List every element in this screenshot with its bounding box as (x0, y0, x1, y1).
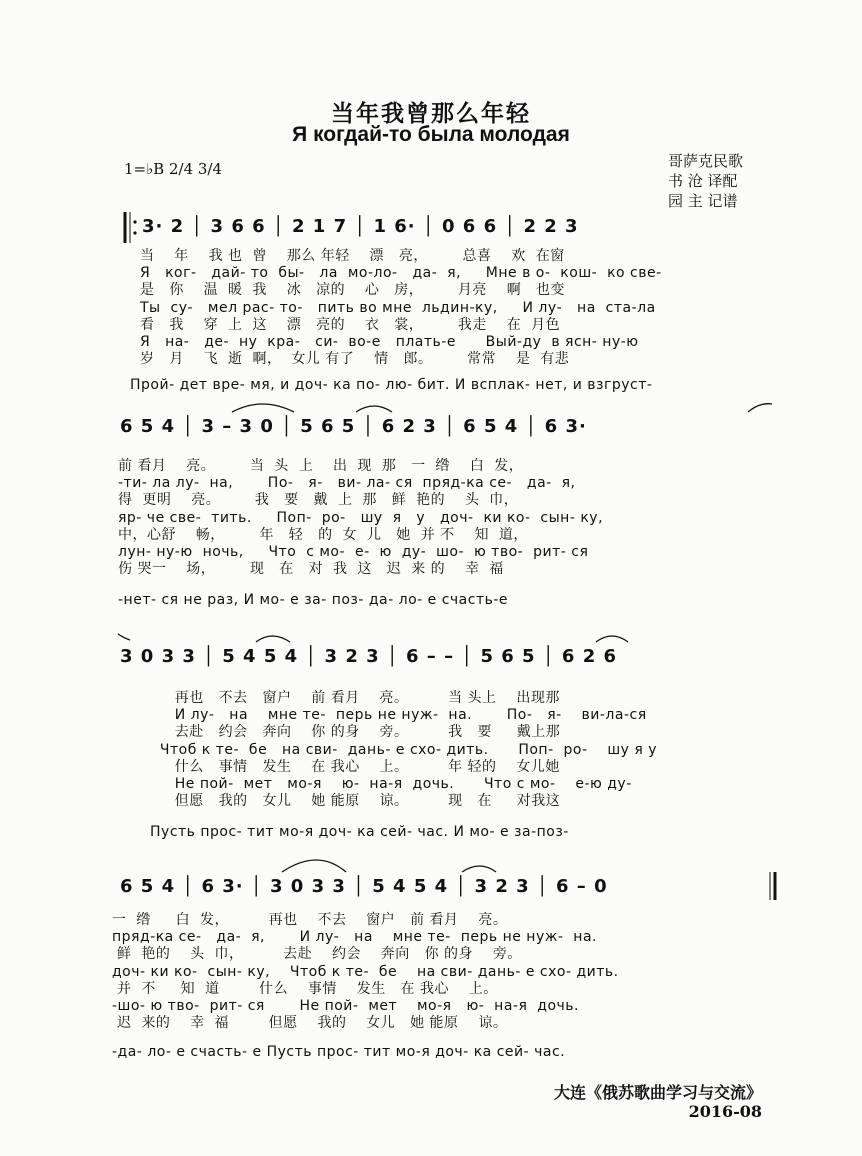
notes-line: 3 0 3 3 │ 5 4 5 4 │ 3 2 3 │ 6 – – │ 5 6 5 │ 6 2 6 (120, 646, 618, 667)
lyric-line: 但愿 我的 女儿 她 能原 谅。 现 在 对我这 (150, 793, 561, 810)
repeat-dot (133, 220, 136, 223)
lyric-line: 岁 月 飞 逝 啊， 女儿 有了 情 郎。 常常 是 有悲 (140, 351, 570, 368)
russian-lyric-line: Прой- дет вре- мя, и доч- ка по- лю- бит. И всплак- нет, и взгруст- (130, 377, 653, 393)
lyric-line: 再也 不去 窗户 前 看月 亮。 当 头上 出现那 (150, 690, 560, 706)
lyric-line: -ти- ла лу- на, По- я- ви- ла- ся пряд-ка се- да- я, (118, 475, 576, 492)
page-subtitle: Я когдай-то была молодая (292, 123, 570, 146)
slur (748, 404, 772, 412)
lyric-line: Ты су- мел рас- то- пить во мне льдин-ку, И лу- на ста-ла (140, 299, 656, 316)
slur (356, 406, 392, 412)
russian-lyric-line: -да- ло- е счасть- е Пусть прос- тит мо-я доч- ка сей- час. (112, 1044, 566, 1060)
notes-line: 6 5 4 │ 3 – 3 0 │ 5 6 5 │ 6 2 3 │ 6 5 4 │ 6 3· (120, 416, 587, 437)
lyric-line: И лу- на мне те- перь не нуж- на. По- я- ви-ла-ся (150, 707, 647, 724)
footer (0, 1083, 762, 1121)
slur (462, 866, 496, 872)
lyric-line: 一 绺 白 发， 再也 不去 窗户 前 看月 亮。 (112, 912, 508, 928)
notes-line: 6 5 4 │ 6 3· │ 3 0 3 3 │ 5 4 5 4 │ 3 2 3 │ 6 – 0 (120, 876, 608, 897)
lyric-line: Я ког- дай- то бы- ла мо-ло- да- я, Мне в о- кош- ко све- (140, 265, 662, 282)
lyric-line: Не пой- мет мо-я ю- на-я дочь. Что с мо- е-ю ду- (150, 775, 632, 792)
lyric-line: 并 不 知 道 什么 事情 发生 在 我心 上。 (112, 980, 498, 997)
slur (596, 636, 628, 642)
footer-date: 2016-08 (688, 1102, 762, 1121)
slur (118, 634, 130, 640)
credit-notation: 园 主 记谱 (668, 192, 738, 210)
lyric-line: Я на- де- ну кра- си- во-е плать-е Вый-ду в ясн- ну-ю (140, 333, 639, 350)
lyric-line: 中，心舒 畅， 年 轻 的 女 儿 她 并 不 知 道， (118, 526, 528, 543)
lyric-line: Чтоб к те- бе на сви- дань- е схо- дить. Поп- ро- шу я у (150, 741, 658, 758)
lyric-line: 得 更明 亮。 我 要 戴 上 那 鲜 艳的 头 巾， (118, 492, 519, 509)
lyric-line: пряд-ка се- да- я, И лу- на мне те- перь не нуж- на. (112, 929, 597, 946)
key-signature: 1=♭B 2/4 3/4 (124, 160, 223, 178)
notes-line: 3· 2 │ 3 6 6 │ 2 1 7 │ 1 6· │ 0 6 6 │ 2 2 3 (142, 216, 579, 237)
lyric-line: -шо- ю тво- рит- ся Не пой- мет мо-я ю- на-я дочь. (112, 997, 580, 1014)
lyric-line: 当 年 我 也 曾 那么 年轻 漂 亮， 总喜 欢 在窗 (140, 248, 565, 264)
lyric-line: 鲜 艳的 头 巾， 去赴 约会 奔向 你 的身 旁。 (112, 946, 522, 963)
lyric-line: 什么 事情 发生 在 我心 上。 年 轻的 女儿她 (150, 758, 560, 775)
repeat-dot (133, 231, 136, 234)
lyric-line: 前 看月 亮。 当 头 上 出 现 那 一 绺 白 发， (118, 458, 524, 474)
slur (282, 860, 346, 872)
slur (232, 404, 294, 412)
lyric-line: 迟 来的 幸 福 但愿 我的 女儿 她 能原 谅。 (112, 1015, 508, 1032)
credit-origin: 哥萨克民歌 (668, 152, 744, 170)
footer-source: 大连《俄苏歌曲学习与交流》 (553, 1083, 762, 1102)
russian-lyric-line: -нет- ся не раз, И мо- е за- поз- да- ло- е счасть-е (118, 592, 509, 608)
lyric-line: 去赴 约会 奔向 你 的身 旁。 我 要 戴上那 (150, 724, 561, 741)
slur (256, 636, 290, 642)
lyric-line: 是 你 温 暖 我 冰 凉的 心 房， 月亮 啊 也变 (140, 282, 566, 299)
lyric-line: 看 我 穿 上 这 漂 亮的 衣 裳， 我走 在 月色 (140, 316, 561, 333)
lyric-line: 伤 哭一 场， 现 在 对 我 这 迟 来 的 幸 福 (118, 561, 504, 578)
page-title: 当年我曾那么年轻 (331, 100, 531, 127)
lyric-line: лун- ну-ю ночь, Что с мо- е- ю ду- шо- ю тво- рит- ся (118, 543, 589, 560)
lyric-line: яр- че све- тить. Поп- ро- шу я у доч- ки ко- сын- ку, (118, 509, 604, 526)
lyric-line: доч- ки ко- сын- ку, Чтоб к те- бе на сви- дань- е схо- дить. (112, 963, 619, 980)
russian-lyric-line: Пусть прос- тит мо-я доч- ка сей- час. И мо- е за-поз- (150, 824, 569, 840)
credit-translator: 书 沧 译配 (668, 172, 738, 190)
